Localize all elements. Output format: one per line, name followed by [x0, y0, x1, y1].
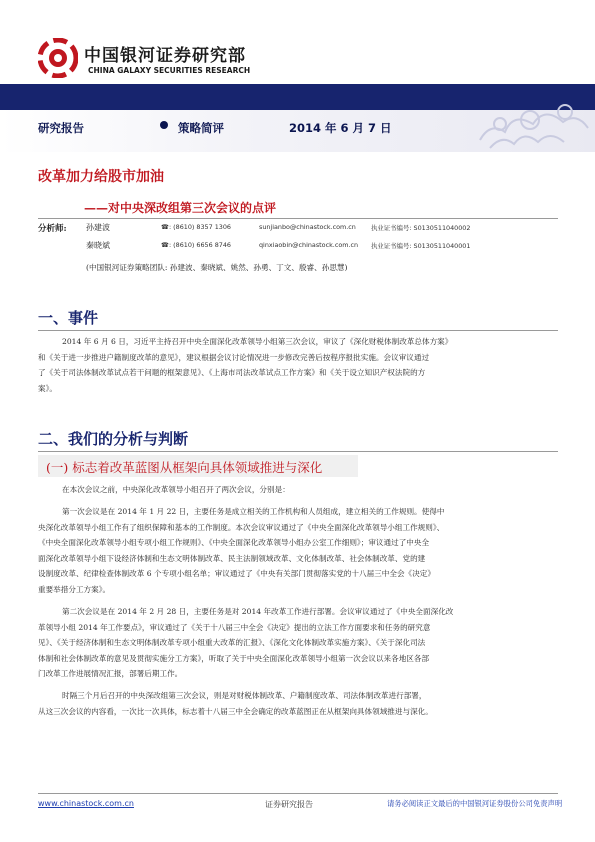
strategy-team: (中国银河证券策略团队: 孙建波、秦晓斌、姚然、孙勇、丁文、殷睿、孙思慧)	[86, 263, 348, 272]
footer-divider	[38, 793, 558, 794]
section-divider	[38, 330, 558, 331]
text-line: 门改革工作进展情况汇报，部署后期工作。	[38, 669, 183, 679]
text-line: 第一次会议是在 2014 年 1 月 22 日，主要任务是成立相关的工作机构和人员组成，建立相关的工作规则。使得中	[62, 507, 445, 516]
text-line: 重要举措分工方案》。	[38, 584, 111, 594]
text-line: 了《关于司法体制改革试点若干问题的框架意见》、《上海市司法改革试点工作方案》和《关于设立知识产权法院的方	[38, 368, 426, 378]
report-category: 策略简评	[178, 121, 224, 135]
section-heading-event: 一、事件	[38, 309, 99, 327]
analysis-paragraph	[38, 688, 558, 719]
text-line: 体制和社会体制改革的意见及贯彻实施分工方案》，听取了关于中央全面深化改革领导小组第一次会议以来各地区各部	[38, 653, 430, 663]
text-line: 设制度改革、纪律检查体制改革 6 个专项小组名单；审议通过了《中央有关部门贯彻落实党的十八届三中全会《决定》	[38, 569, 435, 579]
analyst-email[interactable]: qinxiaobin@chinastock.com.cn	[259, 241, 359, 249]
page-subtitle: ——对中央深改组第三次会议的点评	[84, 201, 277, 215]
text-line: 从这三次会议的内容看，一次比一次具体，标志着十八届三中全会确定的改革蓝图正在从框架向具体领域推进与深化。	[38, 706, 433, 716]
title-divider	[38, 218, 558, 219]
report-date: 2014 年 6 月 7 日	[289, 121, 392, 135]
text-line: 央深化改革领导小组工作有了组织保障和基本的工作制度。本次会议审议通过了《中央全面深化改革领导小组工作规则》、	[38, 522, 445, 532]
text-line: 在本次会议之前，中央深化改革领导小组召开了两次会议，分别是：	[62, 485, 290, 494]
text-line: 2014 年 6 月 6 日，习近平主持召开中央全面深化改革领导小组第三次会议，审议了《深化财税体制改革总体方案》	[62, 337, 453, 346]
analyst-name: 孙建波	[86, 223, 110, 232]
analyst-cert: 执业证书编号: S0130511040001	[371, 242, 471, 250]
analysis-paragraph	[38, 482, 558, 498]
analysis-paragraph	[38, 504, 558, 598]
text-line: 时隔三个月后召开的中央深改组第三次会议，则是对财税体制改革、户籍制度改革、司法体制改革进行部署，	[62, 691, 427, 700]
brand-name-cn: 中国银河证券研究部	[84, 46, 246, 66]
section-heading-analysis: 二、我们的分析与判断	[38, 430, 189, 448]
galaxy-logo-icon	[38, 38, 78, 78]
website-link[interactable]: www.chinastock.com.cn	[38, 799, 134, 808]
analyst-name: 秦晓斌	[86, 241, 110, 250]
text-line: 第二次会议是在 2014 年 2 月 28 日，主要任务是对 2014 年改革工作进行部署。会议审议通过了《中央全面深化改	[62, 607, 454, 616]
section-divider	[38, 451, 558, 452]
analyst-email[interactable]: sunjianbo@chinastock.com.cn	[259, 223, 356, 231]
footer-report-label: 证券研究报告	[265, 800, 313, 809]
brand-name-en: CHINA GALAXY SECURITIES RESEARCH	[88, 66, 251, 75]
subsection-heading: (一) 标志着改革蓝图从框架向具体领域推进与深化	[46, 460, 323, 475]
cloud-pattern-icon	[470, 90, 595, 150]
analyst-phone: ☎: (8610) 6656 8746	[161, 241, 231, 249]
analyst-label: 分析师:	[38, 224, 67, 234]
text-line: 见》、《关于经济体制和生态文明体制改革专项小组重大改革的汇报》、《深化文化体制改革实施方案》、《关于深化司法	[38, 638, 426, 648]
report-type: 研究报告	[38, 121, 84, 135]
bullet-icon	[160, 121, 168, 129]
analysis-paragraph	[38, 604, 558, 682]
text-line: 革领导小组 2014 年工作要点》，审议通过了《关于十八届三中全会《决定》提出的立法工作方面要求和任务的研究意	[38, 622, 431, 632]
text-line: 和《关于进一步推进户籍制度改革的意见》，建议根据会议讨论情况进一步修改完善后按程序报批实施。会议审议通过	[38, 352, 430, 362]
text-line: 案》。	[38, 383, 57, 393]
analyst-cert: 执业证书编号: S0130511040002	[371, 224, 471, 232]
analyst-phone: ☎: (8610) 8357 1306	[161, 223, 231, 231]
text-line: 《中央全面深化改革领导小组专项小组工作规则》、《中央全面深化改革领导小组办公室工作细则》；审议通过了中央全	[38, 538, 430, 548]
page-title: 改革加力给股市加油	[38, 169, 164, 185]
event-paragraph	[38, 334, 558, 396]
text-line: 面深化改革领导小组下设经济体制和生态文明体制改革、民主法制领域改革、文化体制改革、社会体制改革、党的建	[38, 553, 426, 563]
disclaimer-note[interactable]: 请务必阅读正文最后的中国银河证券股份公司免责声明	[387, 799, 563, 808]
